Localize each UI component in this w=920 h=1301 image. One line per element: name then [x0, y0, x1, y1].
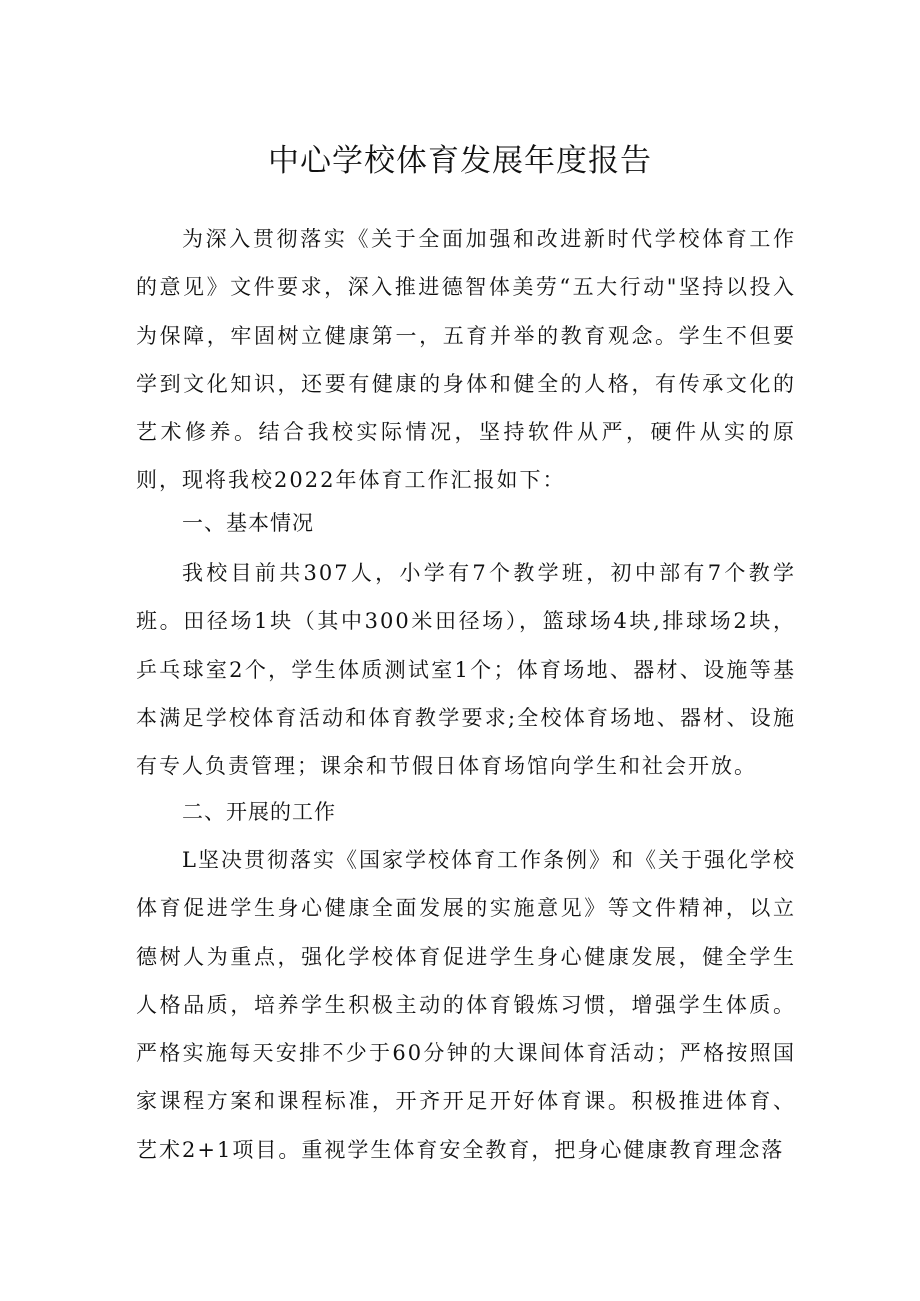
- basic-info-paragraph: 我校目前共307人，小学有7个教学班，初中部有7个教学班。田径场1块（其中300米田径场），篮球场4块,排球场2块，乒乓球室2个，学生体质测试室1个；体育场地、器材、设施等基本满足学校体育活动和体育教学要求;全校体育场地、器材、设施有专人负责管理；课余和节假日体育场馆向学生和社会开放。: [136, 561, 796, 779]
- work-paragraph: L坚决贯彻落实《国家学校体育工作条例》和《关于强化学校体育促进学生身心健康全面发展的实施意见》等文件精神，以立德树人为重点，强化学校体育促进学生身心健康发展，健全学生人格品质，培养学生积极主动的体育锻炼习惯，增强学生体质。严格实施每天安排不少于60分钟的大课间体育活动；严格按照国家课程方案和课程标准，开齐开足开好体育课。积极推进体育、艺术2+1项目。重视学生体育安全教育，把身心健康教育理念落: [136, 848, 796, 1162]
- section-heading-work: 二、开展的工作: [182, 800, 336, 824]
- section-heading-basic-info: 一、基本情况: [182, 511, 314, 535]
- intro-paragraph: 为深入贯彻落实《关于全面加强和改进新时代学校体育工作的意见》文件要求，深入推进德智体美劳“五大行动"坚持以投入为保障，牢固树立健康第一，五育并举的教育观念。学生不但要学到文化知识，还要有健康的身体和健全的人格，有传承文化的艺术修养。结合我校实际情况，坚持软件从严，硬件从实的原则，现将我校2022年体育工作汇报如下：: [136, 227, 796, 493]
- document-title: 中心学校体育发展年度报告: [268, 143, 652, 179]
